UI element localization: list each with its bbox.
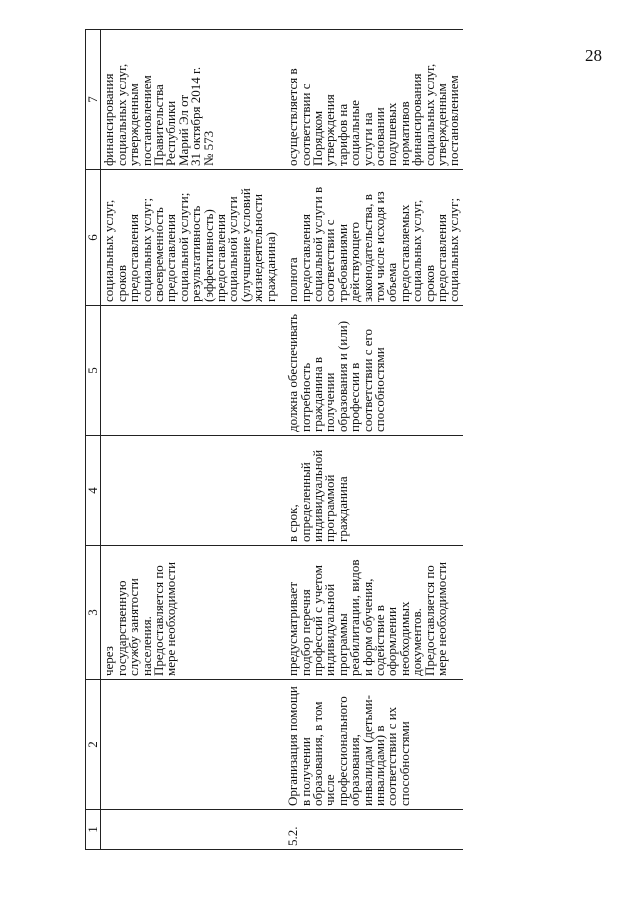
cell-line: объема <box>384 262 400 302</box>
cell-line: своевременность <box>151 207 167 302</box>
row2-quality <box>285 170 463 306</box>
cell-line: жизнедеятельности <box>250 193 266 302</box>
cell-line: социальных услуг, <box>421 63 437 166</box>
cell-line: Предоставляется по <box>151 565 167 676</box>
cell-line: финансирования <box>409 73 425 166</box>
row1-service-name <box>101 680 279 810</box>
cell-line: предоставляемых <box>396 204 412 302</box>
row1-quality <box>101 170 279 306</box>
table-row-continuation <box>101 30 279 850</box>
cell-line: соответствии с их <box>384 706 400 806</box>
cell-line: гражданина <box>334 476 350 542</box>
cell-line: индивидуальной <box>322 583 338 676</box>
cell-line: Марий Эл от <box>175 94 191 166</box>
row1-term <box>101 436 279 546</box>
cell-line: постановлением <box>138 75 154 166</box>
cell-line: инвалидам (детьми- <box>359 695 375 806</box>
cell-line: программой <box>322 474 338 542</box>
cell-line: индивидуальной <box>309 449 325 542</box>
cell-line: (эффективность) <box>200 209 216 302</box>
rotated-table-page <box>85 30 530 850</box>
cell-line: полнота <box>285 257 301 302</box>
cell-line: профессий с учетом <box>309 565 325 676</box>
cell-line: предоставления <box>126 214 142 302</box>
cell-line: утверждения <box>322 94 338 166</box>
cell-line: программы <box>334 613 350 676</box>
cell-line: потребность <box>297 362 313 432</box>
row1-volume <box>101 306 279 436</box>
cell-line: осуществляется в <box>285 68 301 166</box>
cell-line: 31 октября 2014 г. <box>188 66 204 166</box>
cell-line: услуги на <box>359 112 375 166</box>
cell-line: реабилитации, видов <box>347 559 363 676</box>
header-col-2: 2 <box>86 680 101 810</box>
row2-conditions <box>285 30 463 170</box>
cell-line: сроков <box>421 264 437 302</box>
cell-line: основании <box>371 107 387 166</box>
table-row-5-2 <box>285 30 463 850</box>
cell-line: профессионального <box>334 696 350 806</box>
cell-line: социальных услуг; <box>446 197 462 302</box>
cell-line: сроков <box>113 264 129 302</box>
cell-line: предоставления <box>163 214 179 302</box>
cell-line: оформлении <box>384 606 400 676</box>
cell-line: законодательства, в <box>359 194 375 302</box>
cell-line: должна обеспечивать <box>285 313 301 432</box>
cell-line: профессии в <box>347 362 363 432</box>
cell-line: Предоставляется по <box>421 565 437 676</box>
cell-line: социальной услуги в <box>309 186 325 302</box>
header-row <box>86 30 101 850</box>
row2-number: 5.2. <box>285 810 463 850</box>
cell-line: гражданина в <box>309 357 325 432</box>
cell-line: числе <box>322 774 338 806</box>
cell-line: в срок, <box>285 504 301 542</box>
cell-line: требованиями <box>334 223 350 302</box>
cell-line: мере необходимости <box>433 561 449 676</box>
cell-line: Организация помощи <box>285 686 301 806</box>
cell-line: тарифов на <box>334 103 350 166</box>
row1-conditions <box>101 30 279 170</box>
cell-line: социальных услуг, <box>409 199 425 302</box>
row2-description <box>285 546 463 680</box>
cell-line: документов. <box>409 608 425 676</box>
cell-line: социальные <box>347 100 363 166</box>
row2-volume <box>285 306 463 436</box>
cell-line: социальных услуг; <box>138 197 154 302</box>
cell-line: предоставления <box>433 214 449 302</box>
cell-line: Порядком <box>309 110 325 166</box>
header-col-6: 6 <box>86 170 101 306</box>
row2-service-name <box>285 680 463 810</box>
cell-line: № 573 <box>200 130 216 166</box>
cell-line: предусматривает <box>285 582 301 676</box>
cell-line: государственную <box>113 580 129 676</box>
cell-line: через <box>101 646 117 676</box>
cell-line: предоставления <box>297 214 313 302</box>
cell-line: социальной услуги <box>225 196 241 302</box>
cell-line: социальных услуг, <box>113 63 129 166</box>
cell-line: социальной услуги; <box>175 192 191 302</box>
cell-line: необходимых <box>396 601 412 676</box>
cell-line: и форм обучения, <box>359 578 375 676</box>
cell-line: подбор перечня <box>297 589 313 676</box>
cell-line: образования и (или) <box>334 320 350 432</box>
cell-line: мере необходимости <box>163 561 179 676</box>
cell-line: гражданина) <box>262 232 278 302</box>
cell-line: нормативов <box>396 101 412 166</box>
page-number: 28 <box>585 46 602 65</box>
cell-line: предоставления <box>213 214 229 302</box>
row1-number <box>101 810 279 850</box>
cell-line: инвалидами) в <box>371 725 387 806</box>
header-col-4: 4 <box>86 436 101 546</box>
cell-line: способностями <box>371 347 387 432</box>
cell-line: в получении <box>297 737 313 806</box>
cell-line: соответствии с его <box>359 328 375 432</box>
row1-description <box>101 546 279 680</box>
cell-line: образования, в том <box>309 701 325 806</box>
cell-line: результативность <box>188 205 204 302</box>
header-col-5: 5 <box>86 306 101 436</box>
cell-line: способностями <box>396 721 412 806</box>
cell-line: (улучшение условий <box>237 188 253 302</box>
cell-line: подушевых <box>384 102 400 166</box>
cell-line: получении <box>322 372 338 432</box>
cell-line: Республики <box>163 100 179 166</box>
cell-line: действующего <box>347 222 363 302</box>
cell-line: утвержденным <box>126 83 142 166</box>
cell-line: утвержденным <box>433 83 449 166</box>
cell-line: населения. <box>138 616 154 676</box>
row2-term <box>285 436 463 546</box>
cell-line: том числе исходя из <box>371 191 387 302</box>
services-table <box>85 29 463 850</box>
header-col-1: 1 <box>86 810 101 850</box>
cell-line: соответствии с <box>297 83 313 166</box>
cell-line: Правительства <box>151 84 167 166</box>
cell-line: образования, <box>347 734 363 806</box>
cell-line: социальных услуг, <box>101 199 117 302</box>
header-col-7: 7 <box>86 30 101 170</box>
cell-line: постановлением <box>446 75 462 166</box>
header-col-3: 3 <box>86 546 101 680</box>
cell-line: финансирования <box>101 73 117 166</box>
cell-line: соответствии с <box>322 219 338 302</box>
cell-line: содействие в <box>371 605 387 676</box>
cell-line: службу занятости <box>126 578 142 676</box>
cell-line: определенный <box>297 462 313 542</box>
